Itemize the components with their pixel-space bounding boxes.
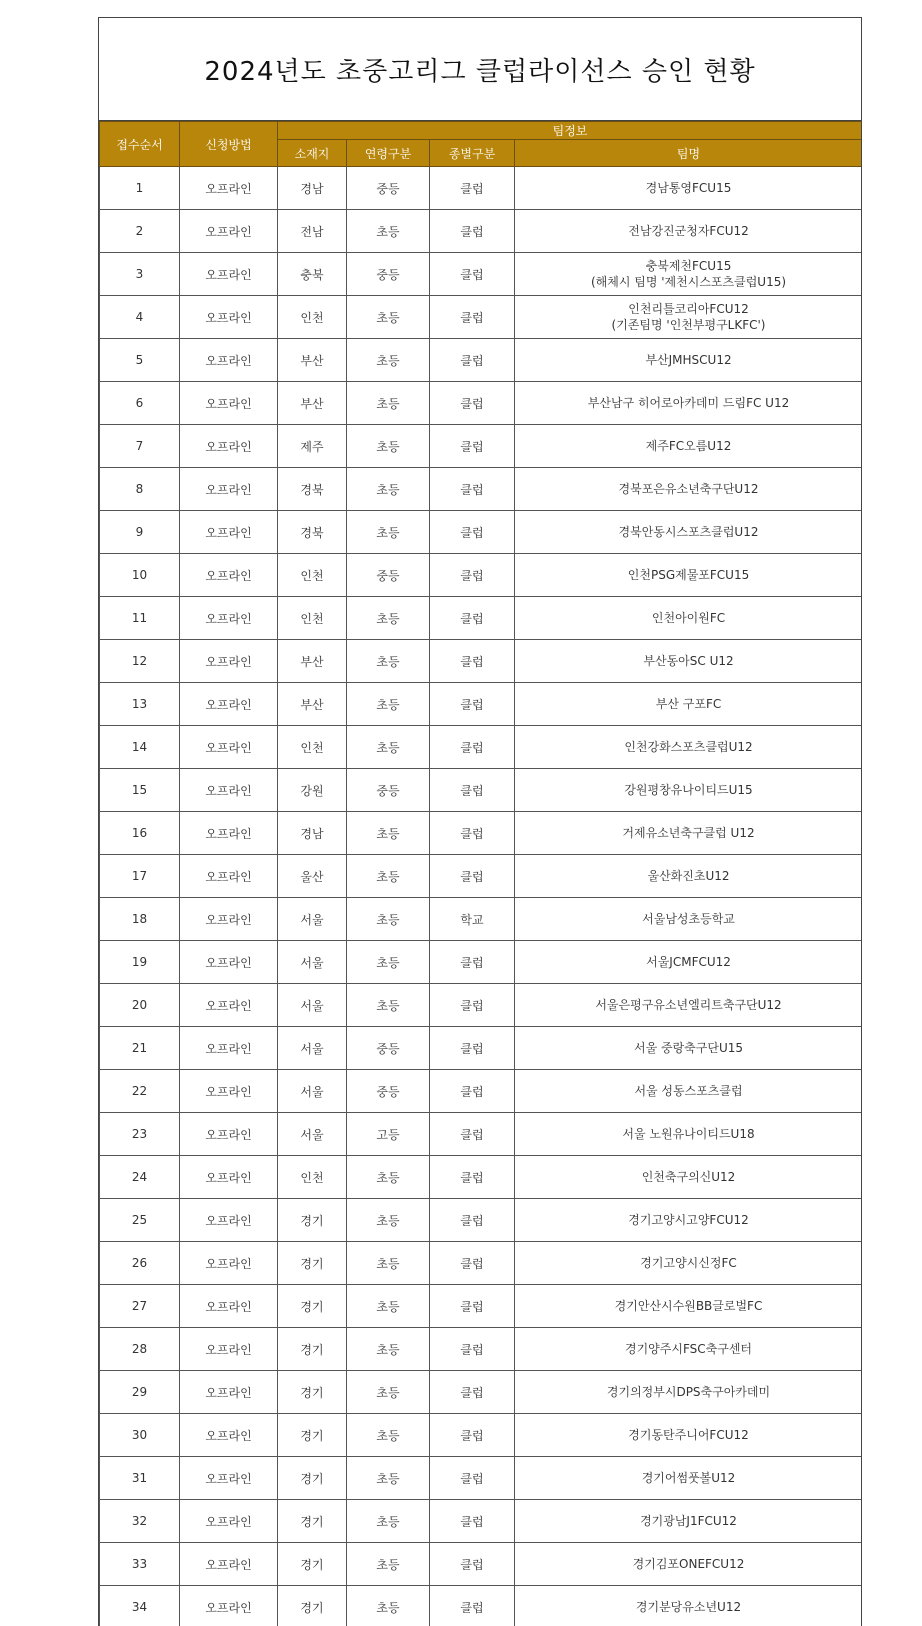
cell-age: 초등	[347, 1285, 430, 1328]
cell-order: 4	[100, 296, 180, 339]
cell-order: 18	[100, 898, 180, 941]
cell-team-name	[515, 468, 863, 511]
cell-location: 서울	[278, 1027, 347, 1070]
cell-team-name	[515, 640, 863, 683]
cell-location: 제주	[278, 425, 347, 468]
cell-order: 19	[100, 941, 180, 984]
cell-method: 오프라인	[180, 812, 278, 855]
cell-team-name	[515, 511, 863, 554]
cell-order: 30	[100, 1414, 180, 1457]
table-row	[100, 339, 863, 382]
cell-location: 경북	[278, 511, 347, 554]
cell-order: 15	[100, 769, 180, 812]
cell-method: 오프라인	[180, 1371, 278, 1414]
cell-method: 오프라인	[180, 1500, 278, 1543]
cell-type: 클럽	[430, 339, 515, 382]
cell-team-name	[515, 210, 863, 253]
table-row	[100, 898, 863, 941]
cell-method: 오프라인	[180, 898, 278, 941]
cell-location: 경기	[278, 1457, 347, 1500]
header-team-info: 팀정보	[278, 122, 863, 140]
table-row	[100, 382, 863, 425]
cell-type: 클럽	[430, 1328, 515, 1371]
cell-order: 29	[100, 1371, 180, 1414]
cell-order: 6	[100, 382, 180, 425]
table-row	[100, 1113, 863, 1156]
cell-team-name	[515, 1371, 863, 1414]
cell-order: 25	[100, 1199, 180, 1242]
table-row	[100, 683, 863, 726]
cell-age: 초등	[347, 425, 430, 468]
team-name: 경남통영FCU15	[645, 181, 732, 195]
cell-method: 오프라인	[180, 382, 278, 425]
team-name: 제주FC오름U12	[645, 439, 732, 453]
cell-method: 오프라인	[180, 468, 278, 511]
cell-location: 인천	[278, 554, 347, 597]
cell-type: 클럽	[430, 468, 515, 511]
cell-method: 오프라인	[180, 339, 278, 382]
team-name: 강원평창유나이티드U15	[624, 783, 753, 797]
cell-age: 초등	[347, 296, 430, 339]
cell-order: 31	[100, 1457, 180, 1500]
team-name: 부산 구포FC	[655, 697, 722, 711]
cell-location: 인천	[278, 296, 347, 339]
cell-method: 오프라인	[180, 296, 278, 339]
cell-team-name	[515, 382, 863, 425]
cell-order: 24	[100, 1156, 180, 1199]
cell-age: 초등	[347, 640, 430, 683]
team-name: 인천아이원FC	[651, 611, 726, 625]
table-row	[100, 769, 863, 812]
cell-type: 클럽	[430, 855, 515, 898]
cell-method: 오프라인	[180, 941, 278, 984]
cell-age: 초등	[347, 941, 430, 984]
cell-order: 11	[100, 597, 180, 640]
cell-team-name	[515, 941, 863, 984]
cell-location: 충북	[278, 253, 347, 296]
cell-order: 7	[100, 425, 180, 468]
cell-location: 인천	[278, 726, 347, 769]
cell-type: 클럽	[430, 296, 515, 339]
cell-age: 중등	[347, 769, 430, 812]
cell-team-name	[515, 296, 863, 339]
team-name: 경기고양시고양FCU12	[628, 1213, 749, 1227]
cell-order: 10	[100, 554, 180, 597]
cell-location: 부산	[278, 640, 347, 683]
cell-team-name	[515, 1242, 863, 1285]
cell-type: 클럽	[430, 1457, 515, 1500]
cell-location: 전남	[278, 210, 347, 253]
cell-type: 클럽	[430, 1199, 515, 1242]
team-name: 전남강진군청자FCU12	[628, 224, 749, 238]
cell-location: 경기	[278, 1371, 347, 1414]
cell-order: 13	[100, 683, 180, 726]
cell-type: 클럽	[430, 554, 515, 597]
table-row	[100, 511, 863, 554]
team-name: 경기김포ONEFCU12	[632, 1557, 745, 1571]
team-name: 서울 성동스포츠클럽	[634, 1084, 743, 1098]
cell-type: 클럽	[430, 1543, 515, 1586]
cell-team-name	[515, 812, 863, 855]
cell-method: 오프라인	[180, 554, 278, 597]
team-name: 경기동탄주니어FCU12	[628, 1428, 749, 1442]
team-name: 경기안산시수원BB글로벌FC	[614, 1299, 763, 1313]
cell-order: 27	[100, 1285, 180, 1328]
table-row	[100, 640, 863, 683]
cell-location: 경기	[278, 1500, 347, 1543]
cell-type: 클럽	[430, 425, 515, 468]
table-row	[100, 1242, 863, 1285]
cell-team-name	[515, 683, 863, 726]
team-name: 울산화진초U12	[647, 869, 730, 883]
cell-team-name	[515, 1156, 863, 1199]
cell-method: 오프라인	[180, 253, 278, 296]
table-row	[100, 554, 863, 597]
cell-method: 오프라인	[180, 640, 278, 683]
cell-type: 클럽	[430, 812, 515, 855]
cell-type: 클럽	[430, 941, 515, 984]
cell-method: 오프라인	[180, 855, 278, 898]
cell-team-name	[515, 984, 863, 1027]
cell-age: 초등	[347, 683, 430, 726]
table-row	[100, 1457, 863, 1500]
cell-age: 초등	[347, 339, 430, 382]
cell-method: 오프라인	[180, 984, 278, 1027]
table-row	[100, 812, 863, 855]
cell-age: 초등	[347, 1500, 430, 1543]
team-name: 거제유소년축구클럽 U12	[622, 826, 755, 840]
table-row	[100, 253, 863, 296]
cell-method: 오프라인	[180, 1328, 278, 1371]
cell-age: 초등	[347, 1328, 430, 1371]
team-name: 서울 노원유나이티드U18	[622, 1127, 755, 1141]
cell-order: 5	[100, 339, 180, 382]
cell-team-name	[515, 1457, 863, 1500]
cell-method: 오프라인	[180, 1242, 278, 1285]
cell-location: 경기	[278, 1414, 347, 1457]
header-location: 소재지	[278, 140, 347, 167]
cell-method: 오프라인	[180, 511, 278, 554]
cell-order: 20	[100, 984, 180, 1027]
cell-team-name	[515, 1414, 863, 1457]
team-name: 서울JCMFCU12	[646, 955, 731, 969]
cell-method: 오프라인	[180, 683, 278, 726]
header-type: 종별구분	[430, 140, 515, 167]
cell-type: 클럽	[430, 640, 515, 683]
cell-order: 28	[100, 1328, 180, 1371]
cell-age: 중등	[347, 167, 430, 210]
cell-type: 클럽	[430, 1156, 515, 1199]
cell-type: 클럽	[430, 382, 515, 425]
cell-method: 오프라인	[180, 425, 278, 468]
cell-type: 클럽	[430, 1586, 515, 1626]
cell-age: 초등	[347, 1457, 430, 1500]
cell-age: 중등	[347, 1070, 430, 1113]
cell-order: 8	[100, 468, 180, 511]
team-name-note: (기존팀명 '인천부평구LKFC')	[611, 318, 766, 332]
cell-order: 32	[100, 1500, 180, 1543]
cell-order: 12	[100, 640, 180, 683]
cell-age: 초등	[347, 1199, 430, 1242]
cell-type: 클럽	[430, 1500, 515, 1543]
cell-team-name	[515, 769, 863, 812]
table-row	[100, 1543, 863, 1586]
page-title: 2024년도 초중고리그 클럽라이선스 승인 현황	[204, 56, 756, 87]
cell-location: 서울	[278, 984, 347, 1027]
cell-age: 고등	[347, 1113, 430, 1156]
team-name: 인천축구의신U12	[641, 1170, 736, 1184]
cell-method: 오프라인	[180, 1113, 278, 1156]
team-name: 경북안동시스포츠클럽U12	[618, 525, 759, 539]
cell-team-name	[515, 1328, 863, 1371]
cell-type: 클럽	[430, 683, 515, 726]
team-name: 경기분당유소년U12	[635, 1600, 742, 1614]
team-name: 부산동아SC U12	[643, 654, 734, 668]
cell-order: 34	[100, 1586, 180, 1626]
cell-method: 오프라인	[180, 726, 278, 769]
cell-team-name	[515, 1500, 863, 1543]
cell-location: 서울	[278, 898, 347, 941]
cell-age: 초등	[347, 812, 430, 855]
cell-age: 초등	[347, 1586, 430, 1626]
cell-location: 강원	[278, 769, 347, 812]
cell-order: 1	[100, 167, 180, 210]
table-row	[100, 941, 863, 984]
cell-location: 서울	[278, 1070, 347, 1113]
cell-age: 초등	[347, 855, 430, 898]
cell-location: 경북	[278, 468, 347, 511]
team-name: 인천리틀코리아FCU12	[628, 302, 749, 316]
cell-age: 초등	[347, 382, 430, 425]
team-name: 서울 중랑축구단U15	[634, 1041, 744, 1055]
table-row	[100, 1070, 863, 1113]
table-row	[100, 468, 863, 511]
cell-age: 초등	[347, 597, 430, 640]
header-age: 연령구분	[347, 140, 430, 167]
cell-type: 클럽	[430, 1414, 515, 1457]
table-row	[100, 984, 863, 1027]
table-row	[100, 425, 863, 468]
cell-team-name	[515, 855, 863, 898]
team-name: 서울남성초등학교	[642, 912, 735, 926]
cell-method: 오프라인	[180, 597, 278, 640]
cell-method: 오프라인	[180, 1156, 278, 1199]
cell-location: 인천	[278, 597, 347, 640]
cell-age: 초등	[347, 1371, 430, 1414]
team-name: 경기광남J1FCU12	[640, 1514, 737, 1528]
team-name: 경기어썸풋볼U12	[641, 1471, 736, 1485]
cell-location: 울산	[278, 855, 347, 898]
table-row	[100, 1500, 863, 1543]
cell-location: 경기	[278, 1586, 347, 1626]
cell-method: 오프라인	[180, 769, 278, 812]
cell-type: 클럽	[430, 1027, 515, 1070]
cell-age: 중등	[347, 253, 430, 296]
license-document	[98, 17, 862, 1626]
cell-type: 클럽	[430, 210, 515, 253]
cell-age: 초등	[347, 726, 430, 769]
cell-age: 초등	[347, 984, 430, 1027]
cell-location: 경기	[278, 1242, 347, 1285]
cell-method: 오프라인	[180, 210, 278, 253]
cell-method: 오프라인	[180, 1543, 278, 1586]
cell-type: 클럽	[430, 1070, 515, 1113]
cell-type: 클럽	[430, 597, 515, 640]
cell-method: 오프라인	[180, 1457, 278, 1500]
cell-method: 오프라인	[180, 1027, 278, 1070]
cell-type: 학교	[430, 898, 515, 941]
table-row	[100, 1328, 863, 1371]
title-box	[99, 18, 861, 121]
cell-location: 경기	[278, 1285, 347, 1328]
cell-age: 초등	[347, 1414, 430, 1457]
cell-age: 초등	[347, 1156, 430, 1199]
cell-age: 초등	[347, 511, 430, 554]
team-name: 충북제천FCU15	[645, 259, 732, 273]
team-name: 인천강화스포츠클럽U12	[624, 740, 753, 754]
cell-order: 23	[100, 1113, 180, 1156]
cell-team-name	[515, 1027, 863, 1070]
team-name-note: (해체시 팀명 '제천시스포츠클럽U15)	[590, 275, 787, 289]
cell-team-name	[515, 339, 863, 382]
table-row	[100, 597, 863, 640]
cell-location: 부산	[278, 382, 347, 425]
cell-method: 오프라인	[180, 1070, 278, 1113]
cell-type: 클럽	[430, 1285, 515, 1328]
cell-age: 초등	[347, 1242, 430, 1285]
table-row	[100, 167, 863, 210]
table-body	[100, 167, 863, 1626]
table-row	[100, 210, 863, 253]
cell-age: 초등	[347, 210, 430, 253]
table-row	[100, 296, 863, 339]
table-header	[100, 122, 863, 167]
team-name: 경기고양시신정FC	[640, 1256, 737, 1270]
cell-age: 초등	[347, 468, 430, 511]
cell-method: 오프라인	[180, 1586, 278, 1626]
cell-team-name	[515, 597, 863, 640]
approval-table	[99, 121, 862, 1626]
table-row	[100, 1586, 863, 1626]
cell-team-name	[515, 1199, 863, 1242]
cell-location: 부산	[278, 339, 347, 382]
cell-type: 클럽	[430, 1113, 515, 1156]
cell-type: 클럽	[430, 1371, 515, 1414]
table-row	[100, 1027, 863, 1070]
header-method: 신청방법	[180, 122, 278, 167]
cell-location: 경기	[278, 1199, 347, 1242]
table-row	[100, 855, 863, 898]
cell-location: 경기	[278, 1543, 347, 1586]
cell-order: 16	[100, 812, 180, 855]
cell-order: 9	[100, 511, 180, 554]
cell-team-name	[515, 898, 863, 941]
cell-location: 경남	[278, 812, 347, 855]
cell-type: 클럽	[430, 253, 515, 296]
cell-age: 초등	[347, 898, 430, 941]
cell-location: 경기	[278, 1328, 347, 1371]
header-team-name: 팀명	[515, 140, 863, 167]
cell-type: 클럽	[430, 167, 515, 210]
cell-location: 부산	[278, 683, 347, 726]
cell-team-name	[515, 1285, 863, 1328]
cell-order: 33	[100, 1543, 180, 1586]
cell-type: 클럽	[430, 511, 515, 554]
cell-order: 21	[100, 1027, 180, 1070]
table-row	[100, 1156, 863, 1199]
cell-location: 경남	[278, 167, 347, 210]
cell-age: 중등	[347, 1027, 430, 1070]
table-row	[100, 1371, 863, 1414]
team-name: 서울은평구유소년엘리트축구단U12	[595, 998, 782, 1012]
cell-order: 3	[100, 253, 180, 296]
cell-type: 클럽	[430, 984, 515, 1027]
cell-order: 2	[100, 210, 180, 253]
cell-type: 클럽	[430, 769, 515, 812]
table-row	[100, 1285, 863, 1328]
cell-order: 17	[100, 855, 180, 898]
team-name: 경기양주시FSC축구센터	[625, 1342, 753, 1356]
cell-team-name	[515, 1070, 863, 1113]
header-order: 접수순서	[100, 122, 180, 167]
cell-method: 오프라인	[180, 1199, 278, 1242]
cell-team-name	[515, 253, 863, 296]
cell-team-name	[515, 1543, 863, 1586]
cell-team-name	[515, 726, 863, 769]
cell-type: 클럽	[430, 726, 515, 769]
cell-location: 서울	[278, 1113, 347, 1156]
cell-team-name	[515, 1586, 863, 1626]
table-row	[100, 1414, 863, 1457]
cell-order: 26	[100, 1242, 180, 1285]
team-name: 인천PSG제물포FCU15	[627, 568, 750, 582]
cell-location: 인천	[278, 1156, 347, 1199]
team-name: 경북포은유소년축구단U12	[618, 482, 759, 496]
table-row	[100, 726, 863, 769]
team-name: 부산남구 히어로아카데미 드림FC U12	[587, 396, 790, 410]
table-row	[100, 1199, 863, 1242]
cell-order: 14	[100, 726, 180, 769]
team-name: 부산JMHSCU12	[645, 353, 732, 367]
cell-method: 오프라인	[180, 1285, 278, 1328]
cell-method: 오프라인	[180, 167, 278, 210]
cell-age: 중등	[347, 554, 430, 597]
team-name: 경기의정부시DPS축구아카데미	[606, 1385, 771, 1399]
cell-order: 22	[100, 1070, 180, 1113]
cell-team-name	[515, 167, 863, 210]
cell-type: 클럽	[430, 1242, 515, 1285]
cell-location: 서울	[278, 941, 347, 984]
cell-team-name	[515, 1113, 863, 1156]
cell-team-name	[515, 425, 863, 468]
cell-method: 오프라인	[180, 1414, 278, 1457]
cell-team-name	[515, 554, 863, 597]
cell-age: 초등	[347, 1543, 430, 1586]
